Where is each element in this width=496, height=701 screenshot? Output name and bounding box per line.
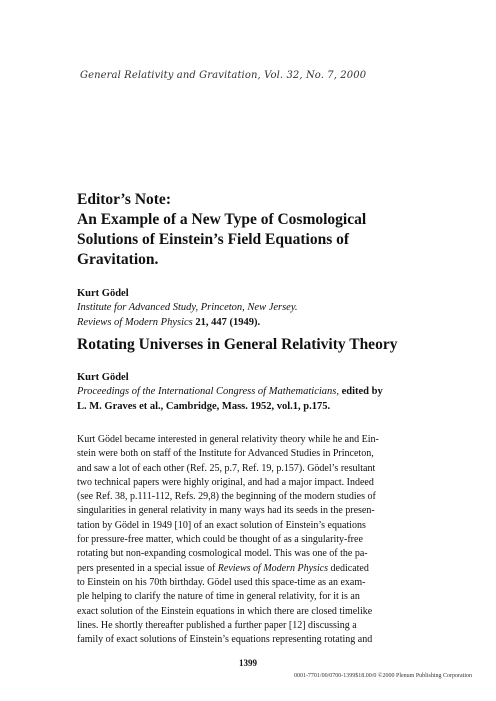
affiliation: Institute for Advanced Study, Princeton, New Jersey. (77, 302, 298, 313)
page-number: 1399 (239, 658, 257, 668)
author-name: Kurt Gödel (77, 372, 129, 383)
title-line: Solutions of Einstein’s Field Equations of (77, 231, 350, 248)
body-paragraph (77, 433, 415, 647)
body-line (77, 562, 415, 576)
reference-details: 21, 447 (1949). (195, 317, 261, 328)
body-line: stein were both on staff of the Institute for Advanced Studies in Princeton, (77, 448, 374, 460)
journal-header: General Relativity and Gravitation, Vol. 32, No. 7, 2000 (80, 70, 367, 81)
body-line: ple helping to clarify the nature of time in general relativity, for it is an (77, 591, 360, 603)
copyright-line: 0001-7701/00/0700-1399$18.00/0 ©2000 Plenum Publishing Corporation (293, 673, 472, 679)
journal-reference: Reviews of Modern Physics (217, 562, 329, 574)
title-line: Editor’s Note: (77, 191, 171, 208)
body-line: (see Ref. 38, p.111-112, Refs. 29,8) the beginning of the modern studies of (77, 491, 376, 503)
body-line: singularities in general relativity in many ways had its seeds in the presen- (77, 505, 375, 517)
body-line: rotating but non-expanding cosmological model. This was one of the pa- (77, 548, 368, 560)
affiliation-block (77, 300, 298, 330)
editors-note-title (77, 190, 437, 270)
body-line: Kurt Gödel became interested in general relativity theory while he and Ein- (77, 434, 379, 445)
body-line: exact solution of the Einstein equations in which there are closed timelike (77, 605, 373, 617)
reference-journal: Reviews of Modern Physics (77, 317, 193, 328)
body-line-end: dedicated (328, 562, 369, 574)
proceedings-block (77, 384, 383, 414)
title-line: An Example of a New Type of Cosmological (77, 211, 367, 228)
title-line: Gravitation. (77, 251, 159, 268)
body-line: to Einstein on his 70th birthday. Gödel used this space-time as an exam- (77, 576, 366, 588)
body-line: family of exact solutions of Einstein’s equations representing rotating and (77, 634, 373, 646)
edited-by: edited by (341, 386, 383, 397)
body-line: lines. He shortly thereafter published a further paper [12] discussing a (77, 619, 357, 631)
body-line: and saw a lot of each other (Ref. 25, p.7, Ref. 19, p.157). Gödel’s resultant (77, 462, 376, 474)
body-line: two technical papers were highly original, and had a major impact. Indeed (77, 476, 374, 488)
body-line: tation by Gödel in 1949 [10] of an exact solution of Einstein’s equations (77, 519, 366, 531)
section-title: Rotating Universes in General Relativity Theory (77, 336, 398, 353)
body-line: for pressure-free matter, which could be thought of as a singularity-free (77, 534, 363, 546)
author-name: Kurt Gödel (77, 288, 129, 299)
proceedings-title: Proceedings of the International Congress of Mathematicians, (77, 386, 339, 397)
body-line-start: pers presented in a special issue of (77, 562, 218, 574)
editors-details: L. M. Graves et al., Cambridge, Mass. 1952, vol.1, p.175. (77, 401, 331, 412)
